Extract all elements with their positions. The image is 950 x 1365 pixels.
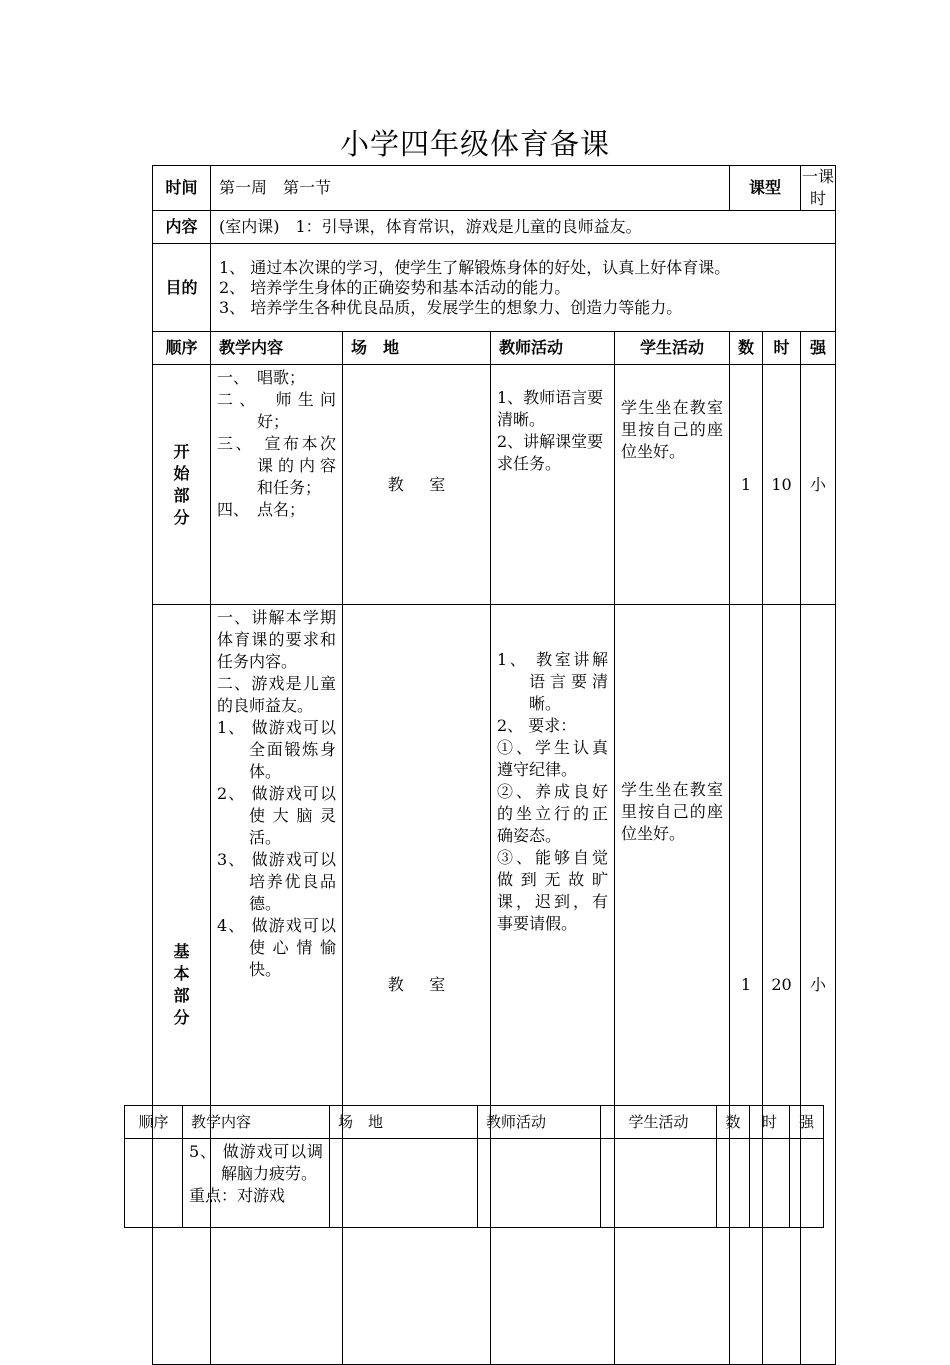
- empty-cell: [750, 1139, 790, 1228]
- col-venue: 场 地: [330, 1106, 478, 1139]
- col-intensity: 强: [790, 1106, 824, 1139]
- col-time: 时: [763, 332, 801, 365]
- teacher-note: ②、养成良好的坐立行的正确姿态。: [497, 782, 608, 845]
- empty-cell: [330, 1139, 478, 1228]
- section-content: [183, 1139, 330, 1228]
- teacher-item: 1、 教室讲解语言要清晰。: [497, 650, 608, 713]
- aim-label: 目的: [153, 244, 211, 332]
- col-time: 时: [750, 1106, 790, 1139]
- teacher-item: 2、讲解课堂要求任务。: [497, 432, 604, 473]
- col-content: 教学内容: [183, 1106, 330, 1139]
- content-note: 重点：对游戏: [189, 1186, 286, 1205]
- section-intensity: 小: [801, 605, 836, 1365]
- section-teacher: [491, 605, 615, 1365]
- content-item: 4、 做游戏可以使心情愉快。: [217, 916, 336, 979]
- teacher-item: 1、教师语言要清晰。: [497, 388, 604, 429]
- section-row-basic: [153, 605, 836, 1365]
- section-venue: 教室: [343, 365, 491, 605]
- col-student: 学生活动: [615, 332, 730, 365]
- section-time: 10: [763, 365, 801, 605]
- content-item: 三、 宣布本次课的内容和任务；: [217, 434, 336, 497]
- section-venue: 教室: [343, 605, 491, 1365]
- content-item: 3、 做游戏可以培养优良品德。: [217, 850, 336, 913]
- content-item: 2、 做游戏可以使大脑灵活。: [217, 784, 336, 847]
- type-label: 课型: [730, 166, 801, 211]
- aims-list: [211, 244, 836, 332]
- section-count: 1: [730, 365, 763, 605]
- content-intro: 一、讲解本学期体育课的要求和任务内容。: [217, 608, 336, 671]
- time-label: 时间: [153, 166, 211, 211]
- section-time: 20: [763, 605, 801, 1365]
- empty-cell: [125, 1139, 183, 1228]
- section-student: 学生坐在教室里按自己的座位坐好。: [615, 605, 730, 1365]
- content-item: 1、 做游戏可以全面锻炼身体。: [217, 718, 336, 781]
- col-order: 顺序: [153, 332, 211, 365]
- col-content: 教学内容: [211, 332, 343, 365]
- col-count: 数: [730, 332, 763, 365]
- aim-item: 2、 培养学生身体的正确姿势和基本活动的能力。: [219, 277, 571, 297]
- teacher-item: 2、 要求：: [497, 716, 577, 735]
- col-order: 顺序: [125, 1106, 183, 1139]
- section-student: 学生坐在教室里按自己的座位坐好。: [615, 365, 730, 605]
- time-value: 第一周 第一节: [211, 166, 730, 211]
- content-value: (室内课) 1：引导课，体育常识，游戏是儿童的良师益友。: [211, 211, 836, 244]
- col-teacher: 教师活动: [491, 332, 615, 365]
- aim-item: 3、 培养学生各种优良品质，发展学生的想象力、创造力等能力。: [219, 297, 683, 317]
- page-title: 小学四年级体育备课: [339, 127, 610, 161]
- teacher-note: ③、能够自觉做到无故旷课，迟到，有事要请假。: [497, 848, 608, 933]
- content-item: 二、 师生问好；: [217, 390, 336, 431]
- aim-item: 1、 通过本次课的学习，使学生了解锻炼身体的好处，认真上好体育课。: [219, 257, 731, 277]
- content-item: 一、 唱歌；: [217, 368, 306, 387]
- content-intro: 二、游戏是儿童的良师益友。: [217, 674, 336, 715]
- type-value: 一课时: [801, 166, 836, 211]
- content-label: 内容: [153, 211, 211, 244]
- section-label: 基 本 部 分: [153, 605, 211, 1365]
- col-intensity: 强: [801, 332, 836, 365]
- section-content: [211, 365, 343, 605]
- section-label: 开 始 部 分: [153, 365, 211, 605]
- section-intensity: 小: [801, 365, 836, 605]
- col-student: 学生活动: [601, 1106, 717, 1139]
- col-venue: 场 地: [343, 332, 491, 365]
- section-row-opening: [153, 365, 836, 605]
- content-item: 四、 点名；: [217, 500, 306, 519]
- section-count: 1: [730, 605, 763, 1365]
- content-item: 5、 做游戏可以调解脑力疲劳。: [189, 1142, 323, 1183]
- teacher-note: ①、学生认真遵守纪律。: [497, 738, 608, 779]
- section-teacher: [491, 365, 615, 605]
- col-count: 数: [717, 1106, 750, 1139]
- empty-cell: [601, 1139, 717, 1228]
- empty-cell: [717, 1139, 750, 1228]
- section-content: [211, 605, 343, 1365]
- col-teacher: 教师活动: [478, 1106, 601, 1139]
- empty-cell: [790, 1139, 824, 1228]
- continuation-table: [124, 1105, 824, 1228]
- empty-cell: [478, 1139, 601, 1228]
